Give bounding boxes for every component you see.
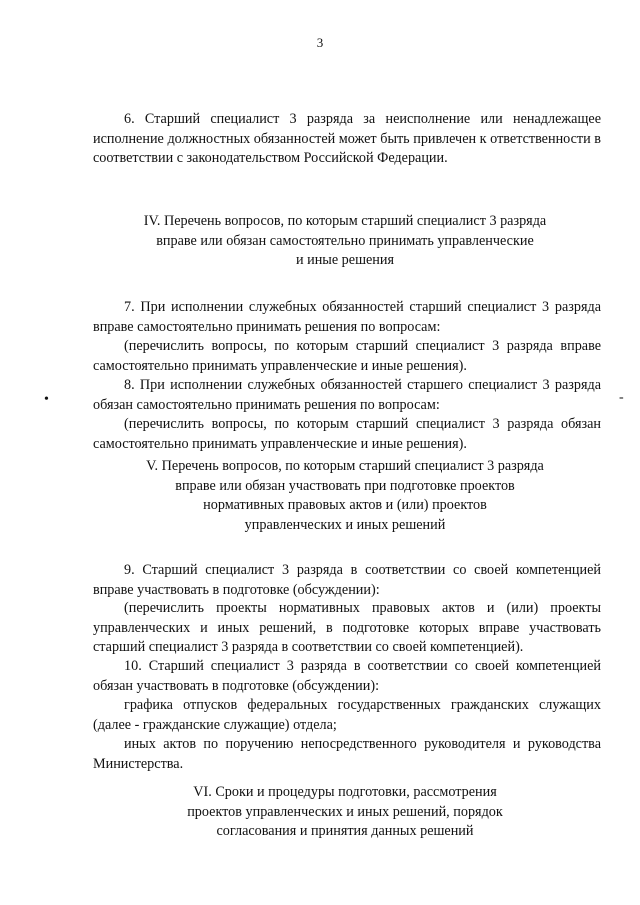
section-4-heading [60,212,630,271]
paragraph-8: 8. При исполнении служебных обязанностей старшего специалист 3 разряда обязан самостоятельно принимать решения по вопросам: [93,377,601,413]
paragraph-7: 7. При исполнении служебных обязанностей старший специалист 3 разряда вправе самостоятельно принимать решения по вопросам: [93,299,601,335]
section-4-line-1: IV. Перечень вопросов, по которым старший специалист 3 разряда [143,213,547,229]
paragraph-10-item-2: иных актов по поручению непосредственного руководителя и руководства Министерства. [93,736,601,772]
section-5-heading [60,457,630,535]
paragraph-6: 6. Старший специалист 3 разряда за неисполнение или ненадлежащее исполнение должностных обязанностей может быть привлечен к ответственности в соответствии с законодательством Российской Федерации. [93,111,601,166]
section-6-heading [60,783,630,842]
section-6-line-3: согласования и принятия данных решений [216,823,474,839]
paragraph-9-note: (перечислить проекты нормативных правовых актов и (или) проекты управленческих и иных решений, в подготовке которых вправе участвовать старший специалист 3 разряда в соответствии со своей компетенцией). [93,600,601,655]
section-5-line-1: V. Перечень вопросов, по которым старший специалист 3 разряда [146,458,544,474]
page-number: 3 [316,35,324,50]
paragraph-8-note: (перечислить вопросы, по которым старший специалист 3 разряда обязан самостоятельно принимать управленческие и иные решения). [93,416,601,452]
section-5-line-2: вправе или обязан участвовать при подготовке проектов [175,477,515,494]
section-6-line-1: VI. Сроки и процедуры подготовки, рассмотрения [193,784,497,800]
section-5-line-3: нормативных правовых актов и (или) проектов [203,497,487,513]
paragraph-10-item-1: графика отпусков федеральных государственных гражданских служащих (далее - гражданские служащие) отдела; [93,697,601,733]
paragraph-10: 10. Старший специалист 3 разряда в соответствии со своей компетенцией обязан участвовать в подготовке (обсуждении): [93,658,601,694]
paragraph-7-note: (перечислить вопросы, по которым старший специалист 3 разряда вправе самостоятельно принимать управленческие и иные решения). [93,338,601,374]
section-5-line-4: управленческих и иных решений [244,516,446,533]
scan-mark-right: - [619,390,624,405]
paragraph-9: 9. Старший специалист 3 разряда в соответствии со своей компетенцией вправе участвовать в подготовке (обсуждении): [93,562,601,598]
section-4-line-2: вправе или обязан самостоятельно принимать управленческие [156,232,534,249]
scan-dot-left: • [44,392,49,407]
section-4-line-3: и иные решения [295,252,395,268]
section-6-line-2: проектов управленческих и иных решений, порядок [187,803,503,820]
